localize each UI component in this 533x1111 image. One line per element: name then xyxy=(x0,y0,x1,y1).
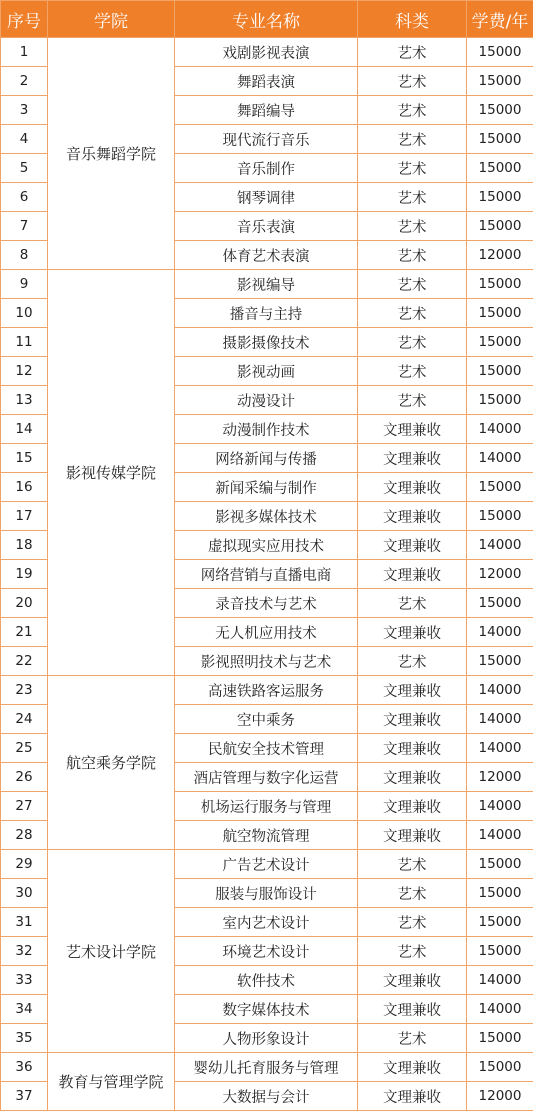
tuition-fee: 15000 xyxy=(467,38,533,67)
tuition-fee: 15000 xyxy=(467,647,533,676)
category: 文理兼收 xyxy=(358,966,467,995)
tuition-fee: 12000 xyxy=(467,1082,533,1111)
table-row xyxy=(1,850,533,879)
tuition-fee: 14000 xyxy=(467,792,533,821)
tuition-fee: 15000 xyxy=(467,328,533,357)
tuition-fee: 14000 xyxy=(467,995,533,1024)
row-number: 4 xyxy=(1,125,48,154)
row-number: 20 xyxy=(1,589,48,618)
table-row xyxy=(1,676,533,705)
major-name: 体育艺术表演 xyxy=(175,241,358,270)
major-name: 影视多媒体技术 xyxy=(175,502,358,531)
header-number: 序号 xyxy=(1,1,48,38)
row-number: 31 xyxy=(1,908,48,937)
row-number: 2 xyxy=(1,67,48,96)
category: 文理兼收 xyxy=(358,502,467,531)
category: 艺术 xyxy=(358,589,467,618)
major-name: 婴幼儿托育服务与管理 xyxy=(175,1053,358,1082)
major-name: 大数据与会计 xyxy=(175,1082,358,1111)
row-number: 15 xyxy=(1,444,48,473)
college-name: 音乐舞蹈学院 xyxy=(48,38,175,270)
major-name: 环境艺术设计 xyxy=(175,937,358,966)
row-number: 29 xyxy=(1,850,48,879)
major-name: 数字媒体技术 xyxy=(175,995,358,1024)
major-name: 酒店管理与数字化运营 xyxy=(175,763,358,792)
table-header-row xyxy=(1,1,533,38)
row-number: 30 xyxy=(1,879,48,908)
category: 艺术 xyxy=(358,299,467,328)
category: 文理兼收 xyxy=(358,763,467,792)
category: 艺术 xyxy=(358,937,467,966)
major-name: 虚拟现实应用技术 xyxy=(175,531,358,560)
category: 文理兼收 xyxy=(358,473,467,502)
category: 文理兼收 xyxy=(358,995,467,1024)
category: 文理兼收 xyxy=(358,1082,467,1111)
row-number: 13 xyxy=(1,386,48,415)
tuition-fee: 15000 xyxy=(467,212,533,241)
row-number: 5 xyxy=(1,154,48,183)
header-fee: 学费/年 xyxy=(467,1,533,38)
tuition-fee: 14000 xyxy=(467,821,533,850)
tuition-fee: 15000 xyxy=(467,502,533,531)
row-number: 9 xyxy=(1,270,48,299)
category: 文理兼收 xyxy=(358,821,467,850)
row-number: 25 xyxy=(1,734,48,763)
header-category: 科类 xyxy=(358,1,467,38)
major-name: 动漫设计 xyxy=(175,386,358,415)
header-college: 学院 xyxy=(48,1,175,38)
row-number: 18 xyxy=(1,531,48,560)
tuition-fee: 15000 xyxy=(467,937,533,966)
college-name: 航空乘务学院 xyxy=(48,676,175,850)
category: 艺术 xyxy=(358,212,467,241)
major-name: 新闻采编与制作 xyxy=(175,473,358,502)
major-name: 航空物流管理 xyxy=(175,821,358,850)
category: 艺术 xyxy=(358,270,467,299)
category: 艺术 xyxy=(358,647,467,676)
row-number: 1 xyxy=(1,38,48,67)
tuition-fee: 14000 xyxy=(467,415,533,444)
major-name: 影视动画 xyxy=(175,357,358,386)
major-name: 录音技术与艺术 xyxy=(175,589,358,618)
category: 艺术 xyxy=(358,328,467,357)
row-number: 36 xyxy=(1,1053,48,1082)
category: 文理兼收 xyxy=(358,531,467,560)
major-name: 民航安全技术管理 xyxy=(175,734,358,763)
table-body xyxy=(1,38,533,1111)
tuition-fee: 14000 xyxy=(467,531,533,560)
major-name: 机场运行服务与管理 xyxy=(175,792,358,821)
college-name: 艺术设计学院 xyxy=(48,850,175,1053)
major-name: 网络营销与直播电商 xyxy=(175,560,358,589)
category: 艺术 xyxy=(358,96,467,125)
row-number: 33 xyxy=(1,966,48,995)
row-number: 23 xyxy=(1,676,48,705)
major-name: 播音与主持 xyxy=(175,299,358,328)
tuition-fee: 15000 xyxy=(467,357,533,386)
tuition-fee: 14000 xyxy=(467,966,533,995)
tuition-fee: 15000 xyxy=(467,96,533,125)
tuition-fee: 14000 xyxy=(467,705,533,734)
row-number: 34 xyxy=(1,995,48,1024)
tuition-fee: 14000 xyxy=(467,734,533,763)
category: 艺术 xyxy=(358,1024,467,1053)
row-number: 7 xyxy=(1,212,48,241)
major-name: 影视照明技术与艺术 xyxy=(175,647,358,676)
college-name: 教育与管理学院 xyxy=(48,1053,175,1111)
row-number: 8 xyxy=(1,241,48,270)
college-name: 影视传媒学院 xyxy=(48,270,175,676)
row-number: 19 xyxy=(1,560,48,589)
category: 艺术 xyxy=(358,38,467,67)
row-number: 22 xyxy=(1,647,48,676)
major-name: 钢琴调律 xyxy=(175,183,358,212)
row-number: 12 xyxy=(1,357,48,386)
tuition-fee: 15000 xyxy=(467,183,533,212)
row-number: 28 xyxy=(1,821,48,850)
tuition-fee: 15000 xyxy=(467,125,533,154)
major-name: 网络新闻与传播 xyxy=(175,444,358,473)
row-number: 14 xyxy=(1,415,48,444)
tuition-fee: 15000 xyxy=(467,299,533,328)
row-number: 24 xyxy=(1,705,48,734)
major-name: 音乐制作 xyxy=(175,154,358,183)
major-name: 软件技术 xyxy=(175,966,358,995)
tuition-fee: 14000 xyxy=(467,676,533,705)
category: 文理兼收 xyxy=(358,1053,467,1082)
tuition-fee: 15000 xyxy=(467,589,533,618)
row-number: 32 xyxy=(1,937,48,966)
category: 艺术 xyxy=(358,67,467,96)
major-name: 人物形象设计 xyxy=(175,1024,358,1053)
major-name: 空中乘务 xyxy=(175,705,358,734)
tuition-fee: 15000 xyxy=(467,1053,533,1082)
tuition-fee: 15000 xyxy=(467,1024,533,1053)
category: 文理兼收 xyxy=(358,792,467,821)
category: 艺术 xyxy=(358,241,467,270)
tuition-fee: 15000 xyxy=(467,154,533,183)
row-number: 11 xyxy=(1,328,48,357)
major-name: 影视编导 xyxy=(175,270,358,299)
tuition-fee: 15000 xyxy=(467,908,533,937)
category: 文理兼收 xyxy=(358,415,467,444)
category: 文理兼收 xyxy=(358,444,467,473)
tuition-fee: 15000 xyxy=(467,879,533,908)
row-number: 35 xyxy=(1,1024,48,1053)
row-number: 37 xyxy=(1,1082,48,1111)
major-name: 服装与服饰设计 xyxy=(175,879,358,908)
row-number: 26 xyxy=(1,763,48,792)
category: 文理兼收 xyxy=(358,560,467,589)
header-major: 专业名称 xyxy=(175,1,358,38)
tuition-fee: 12000 xyxy=(467,241,533,270)
major-name: 无人机应用技术 xyxy=(175,618,358,647)
major-name: 音乐表演 xyxy=(175,212,358,241)
row-number: 16 xyxy=(1,473,48,502)
tuition-fee: 15000 xyxy=(467,67,533,96)
category: 艺术 xyxy=(358,183,467,212)
tuition-fee: 15000 xyxy=(467,270,533,299)
category: 艺术 xyxy=(358,125,467,154)
major-name: 广告艺术设计 xyxy=(175,850,358,879)
major-name: 高速铁路客运服务 xyxy=(175,676,358,705)
tuition-fee: 15000 xyxy=(467,473,533,502)
category: 艺术 xyxy=(358,386,467,415)
category: 文理兼收 xyxy=(358,676,467,705)
tuition-fee: 12000 xyxy=(467,560,533,589)
row-number: 6 xyxy=(1,183,48,212)
category: 艺术 xyxy=(358,908,467,937)
tuition-fee: 12000 xyxy=(467,763,533,792)
category: 艺术 xyxy=(358,850,467,879)
major-name: 舞蹈编导 xyxy=(175,96,358,125)
category: 文理兼收 xyxy=(358,705,467,734)
category: 文理兼收 xyxy=(358,618,467,647)
major-name: 戏剧影视表演 xyxy=(175,38,358,67)
table-row xyxy=(1,270,533,299)
tuition-fee: 15000 xyxy=(467,386,533,415)
tuition-fee: 14000 xyxy=(467,618,533,647)
table-row xyxy=(1,38,533,67)
table-row xyxy=(1,1053,533,1082)
row-number: 3 xyxy=(1,96,48,125)
tuition-fee: 14000 xyxy=(467,444,533,473)
category: 艺术 xyxy=(358,357,467,386)
row-number: 10 xyxy=(1,299,48,328)
row-number: 27 xyxy=(1,792,48,821)
tuition-fee: 15000 xyxy=(467,850,533,879)
row-number: 21 xyxy=(1,618,48,647)
category: 艺术 xyxy=(358,879,467,908)
category: 文理兼收 xyxy=(358,734,467,763)
category: 艺术 xyxy=(358,154,467,183)
major-name: 现代流行音乐 xyxy=(175,125,358,154)
major-name: 摄影摄像技术 xyxy=(175,328,358,357)
major-name: 室内艺术设计 xyxy=(175,908,358,937)
row-number: 17 xyxy=(1,502,48,531)
major-name: 动漫制作技术 xyxy=(175,415,358,444)
major-name: 舞蹈表演 xyxy=(175,67,358,96)
